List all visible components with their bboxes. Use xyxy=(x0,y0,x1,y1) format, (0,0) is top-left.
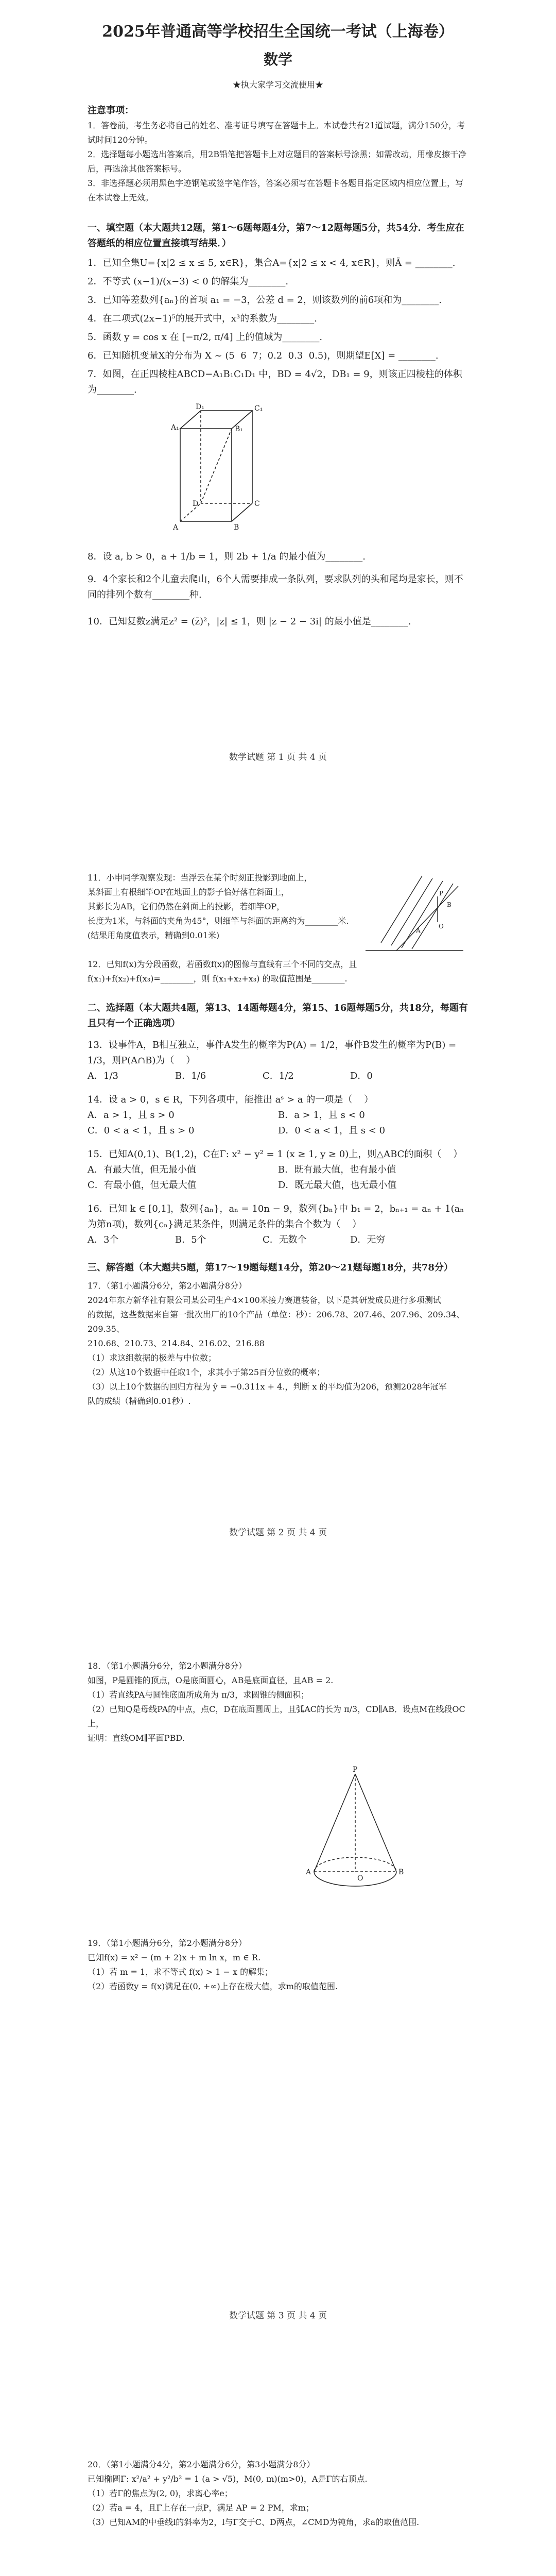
question-20-line: 已知椭圆Γ: x²/a² + y²/b² = 1 (a > √5)，M(0, m)(m>0)，A是Γ的右顶点. xyxy=(88,2474,368,2484)
option-c: C．1/2 xyxy=(263,1071,294,1081)
option-b: B．1/6 xyxy=(175,1071,206,1081)
exam-subject: 数学 xyxy=(263,51,292,68)
question-14: 14．设 a > 0，s ∈ R，下列各项中，能推出 aˢ > a 的一项是（ ） xyxy=(88,1094,374,1105)
option-b: B．a > 1，且 s < 0 xyxy=(278,1110,365,1121)
option-a: A．1/3 xyxy=(88,1071,118,1081)
option-c: C．无数个 xyxy=(263,1234,307,1245)
question-1: 1．已知全集U={x|2 ≤ x ≤ 5, x∈R}，集合A={x|2 ≤ x < 4, x∈R}，则Ā = ________. xyxy=(88,258,456,268)
question-15-options-row1 xyxy=(88,1162,468,1178)
svg-text:D₁: D₁ xyxy=(196,403,204,411)
question-6: 6．已知随机变量X的分布为 X ~ (5 6 7；0.2 0.3 0.5)，则期望E[X] = ________. xyxy=(88,350,439,361)
question-20-line: 20．（第1小题满分4分，第2小题满分6分，第3小题满分8分） xyxy=(88,2460,315,2469)
page-footer: 数学试题 第 1 页 共 4 页 xyxy=(229,752,327,762)
question-19-line: （2）若函数y = f(x)满足在(0, +∞)上存在极大值，求m的取值范围. xyxy=(88,1981,338,1991)
svg-text:C₁: C₁ xyxy=(254,404,263,413)
option-c: C．有最小值，但无最大值 xyxy=(88,1180,197,1191)
question-16: 16．已知 k ∈ [0,1]，数列{aₙ}，aₙ = 10n − 9，数列{bₙ}中 b₁ = 2，bₙ₊₁ = aₙ + 1(aₙ 为第n项)，数列{cₙ}满足某条件，则满足条件的集合个数为（ ） xyxy=(88,1204,467,1230)
question-8: 8．设 a, b > 0，a + 1/b = 1，则 2b + 1/a 的最小值为________. xyxy=(88,551,366,562)
note-item: 2．选择题每小题选出答案后，用2B铅笔把答题卡上对应题目的答案标号涂黑；如需改动，用橡皮擦干净后，再选涂其他答案标号。 xyxy=(88,149,467,174)
option-d: D．0 < a < 1，且 s < 0 xyxy=(278,1125,386,1136)
question-14-options-row1 xyxy=(88,1108,468,1123)
question-19-line: （1）若 m = 1，求不等式 f(x) > 1 − x 的解集； xyxy=(88,1967,273,1977)
exam-tagline: ★执大家学习交流使用★ xyxy=(232,80,323,90)
question-18-line: 如图，P是圆锥的顶点，O是底面圆心，AB是底面直径，且AB = 2. xyxy=(88,1675,334,1685)
question-17-line: （3）以上10个数据的回归方程为 ŷ = −0.311x + 4.，判断 x 的平均值为206，预测2028年冠军 xyxy=(88,1382,447,1392)
question-17-line: 210.68、210.73、214.84、216.02、216.88 xyxy=(88,1338,265,1348)
question-17-line: 的数据，这些数据来自第一批次出厂的10个产品（单位：秒）：206.78、207.46、207.96、209.34、209.35、 xyxy=(88,1310,465,1334)
question-11-line: 其影长为AB，它们仍然在斜面上的投影，若细竿OP， xyxy=(88,902,285,911)
page-2 xyxy=(0,871,556,1409)
question-18-line: （2）已知Q是母线PA的中点，点C，D在底面圆周上，且弧AC的长为 π/3，CD∥AB．设点M在线段OC上， xyxy=(88,1704,465,1728)
page-1 xyxy=(0,21,556,630)
option-a: A．3个 xyxy=(88,1234,119,1245)
svg-text:A: A xyxy=(306,1868,311,1876)
page-4 xyxy=(0,2458,556,2576)
note-item: 1．答卷前，考生务必将自己的姓名、准考证号填写在答题卡上。本试卷共有21道试题，满分150分，考试时间120分钟。 xyxy=(88,121,465,145)
svg-text:A: A xyxy=(416,927,421,934)
notes-heading: 注意事项： xyxy=(88,105,134,116)
option-d: D．既无最大值，也无最小值 xyxy=(278,1180,397,1191)
question-7: 7．如图，在正四棱柱ABCD−A₁B₁C₁D₁ 中，BD = 4√2，DB₁ = 9，则该正四棱柱的体积为________. xyxy=(88,369,462,395)
question-15: 15．已知A(0,1)、B(1,2)，C在Γ: x² − y² = 1 (x ≥ 1, y ≥ 0)上，则△ABC的面积（ ） xyxy=(88,1149,463,1160)
question-19-line: 19．（第1小题满分6分，第2小题满分8分） xyxy=(88,1938,247,1948)
svg-text:A₁: A₁ xyxy=(171,423,179,432)
svg-text:D: D xyxy=(193,500,199,508)
svg-text:B: B xyxy=(398,1868,404,1876)
question-14-options-row2 xyxy=(88,1123,468,1139)
svg-text:P: P xyxy=(353,1766,358,1774)
question-11-line: 某斜面上有根细竿OP在地面上的影子恰好落在斜面上， xyxy=(88,887,289,897)
svg-text:B₁: B₁ xyxy=(235,425,243,433)
question-20-line: （3）已知AM的中垂线l的斜率为2，l与Γ交于C、D两点，∠CMD为钝角，求a的取值范围. xyxy=(88,2517,420,2527)
question-13: 13．设事件A，B相互独立，事件A发生的概率为P(A) = 1/2，事件B发生的概率为P(B) = 1/3，则P(A∩B)为（ ） xyxy=(88,1040,459,1066)
shadow-figure xyxy=(360,866,468,958)
question-15-options-row2 xyxy=(88,1178,468,1193)
page-footer: 数学试题 第 3 页 共 4 页 xyxy=(229,2311,327,2321)
question-20-line: （1）若Γ的焦点为(2, 0)，求离心率e； xyxy=(88,2488,233,2498)
question-17-line: （1）求这组数据的极差与中位数； xyxy=(88,1353,217,1363)
question-16-options xyxy=(88,1232,468,1248)
question-3: 3．已知等差数列{aₙ}的首项 a₁ = −3，公差 d = 2，则该数列的前6项和为________. xyxy=(88,295,442,306)
option-c: C．0 < a < 1，且 s > 0 xyxy=(88,1125,195,1136)
section-3-heading: 三、解答题（本大题共5题，第17～19题每题14分，第20～21题每题18分，共78分） xyxy=(88,1262,453,1273)
question-11-line: 11．小申同学观察发现：当浮云在某个时刻正投影到地面上， xyxy=(88,873,312,883)
question-17-line: 队的成绩（精确到0.01秒）. xyxy=(88,1396,191,1406)
question-12: 12．已知f(x)为分段函数，若函数f(x)的图像与直线有三个不同的交点，且 f(x₁)+f(x₂)+f(x₃)=________，则 f(x₁+x₂+x₃) 的取值范围是________. xyxy=(88,959,360,984)
question-9: 9．4个家长和2个儿童去爬山，6个人需要排成一条队列，要求队列的头和尾均是家长，则不同的排列个数有________种. xyxy=(88,574,463,600)
question-18-line: （1）若直线PA与圆锥底面所成角为 π/3，求圆锥的侧面积； xyxy=(88,1690,309,1700)
svg-text:A: A xyxy=(173,523,179,532)
question-19-line: 已知f(x) = x² − (m + 2)x + m ln x，m ∈ R. xyxy=(88,1953,261,1962)
question-17-line: （2）从这10个数据中任取1个，求其小于第25百分位数的概率； xyxy=(88,1367,325,1377)
svg-text:O: O xyxy=(357,1874,363,1883)
page-footer: 数学试题 第 2 页 共 4 页 xyxy=(229,1528,327,1538)
option-d: D．0 xyxy=(350,1071,373,1081)
question-20-line: （2）若a = 4，且Γ上存在一点P，满足 AP = 2 PM，求m； xyxy=(88,2503,314,2513)
section-2-heading: 二、选择题（本大题共4题，第13、14题每题4分，第15、16题每题5分，共18分，每题有且只有一个正确选项） xyxy=(88,1003,468,1029)
question-18-line: 18．（第1小题满分6分，第2小题满分8分） xyxy=(88,1661,247,1671)
question-2: 2．不等式 (x−1)/(x−3) < 0 的解集为________. xyxy=(88,276,289,287)
option-a: A．有最大值，但无最小值 xyxy=(88,1164,196,1175)
exam-title: 2025年普通高等学校招生全国统一考试（上海卷） xyxy=(102,23,454,41)
question-11-line: 长度为1米，与斜面的夹角为45°，则细竿与斜面的距离约为________米. xyxy=(88,916,349,926)
question-4: 4．在二项式(2x−1)⁵的展开式中，x³的系数为________. xyxy=(88,313,317,324)
svg-text:B: B xyxy=(447,901,451,908)
prism-figure xyxy=(170,403,263,537)
svg-text:P: P xyxy=(439,890,444,897)
svg-text:B: B xyxy=(234,523,239,532)
question-13-options xyxy=(88,1069,468,1084)
question-11-line: (结果用角度值表示，精确到0.01米) xyxy=(88,930,220,940)
page-3 xyxy=(0,1659,556,1994)
option-b: B．既有最大值，也有最小值 xyxy=(278,1164,396,1175)
svg-text:O: O xyxy=(439,923,444,930)
option-d: D．无穷 xyxy=(350,1234,386,1245)
question-10: 10．已知复数z满足z² = (z̄)²，|z| ≤ 1，则 |z − 2 − 3i| 的最小值是________. xyxy=(88,616,411,627)
section-1-heading: 一、填空题（本大题共12题，第1～6题每题4分，第7～12题每题5分，共54分．考生应在答题纸的相应位置直接填写结果．） xyxy=(88,223,464,249)
question-18-line: 证明：直线OM∥平面PBD. xyxy=(88,1733,185,1743)
question-17-line: 2024年东方新华社有限公司某公司生产4×100米接力赛道装备，以下是其研发成员进行多项测试 xyxy=(88,1295,441,1305)
question-5: 5．函数 y = cos x 在 [−π/2, π/4] 上的值域为________. xyxy=(88,332,323,343)
question-17-line: 17．（第1小题满分6分，第2小题满分8分） xyxy=(88,1281,247,1291)
cone-figure xyxy=(304,1766,407,1900)
option-a: A．a > 1，且 s > 0 xyxy=(88,1110,175,1121)
note-item: 3．非选择题必须用黑色字迹钢笔或签字笔作答，答案必须写在答题卡各题目指定区域内相应位置上，写在本试卷上无效。 xyxy=(88,178,464,202)
svg-text:C: C xyxy=(254,500,260,508)
option-b: B．5个 xyxy=(175,1234,206,1245)
